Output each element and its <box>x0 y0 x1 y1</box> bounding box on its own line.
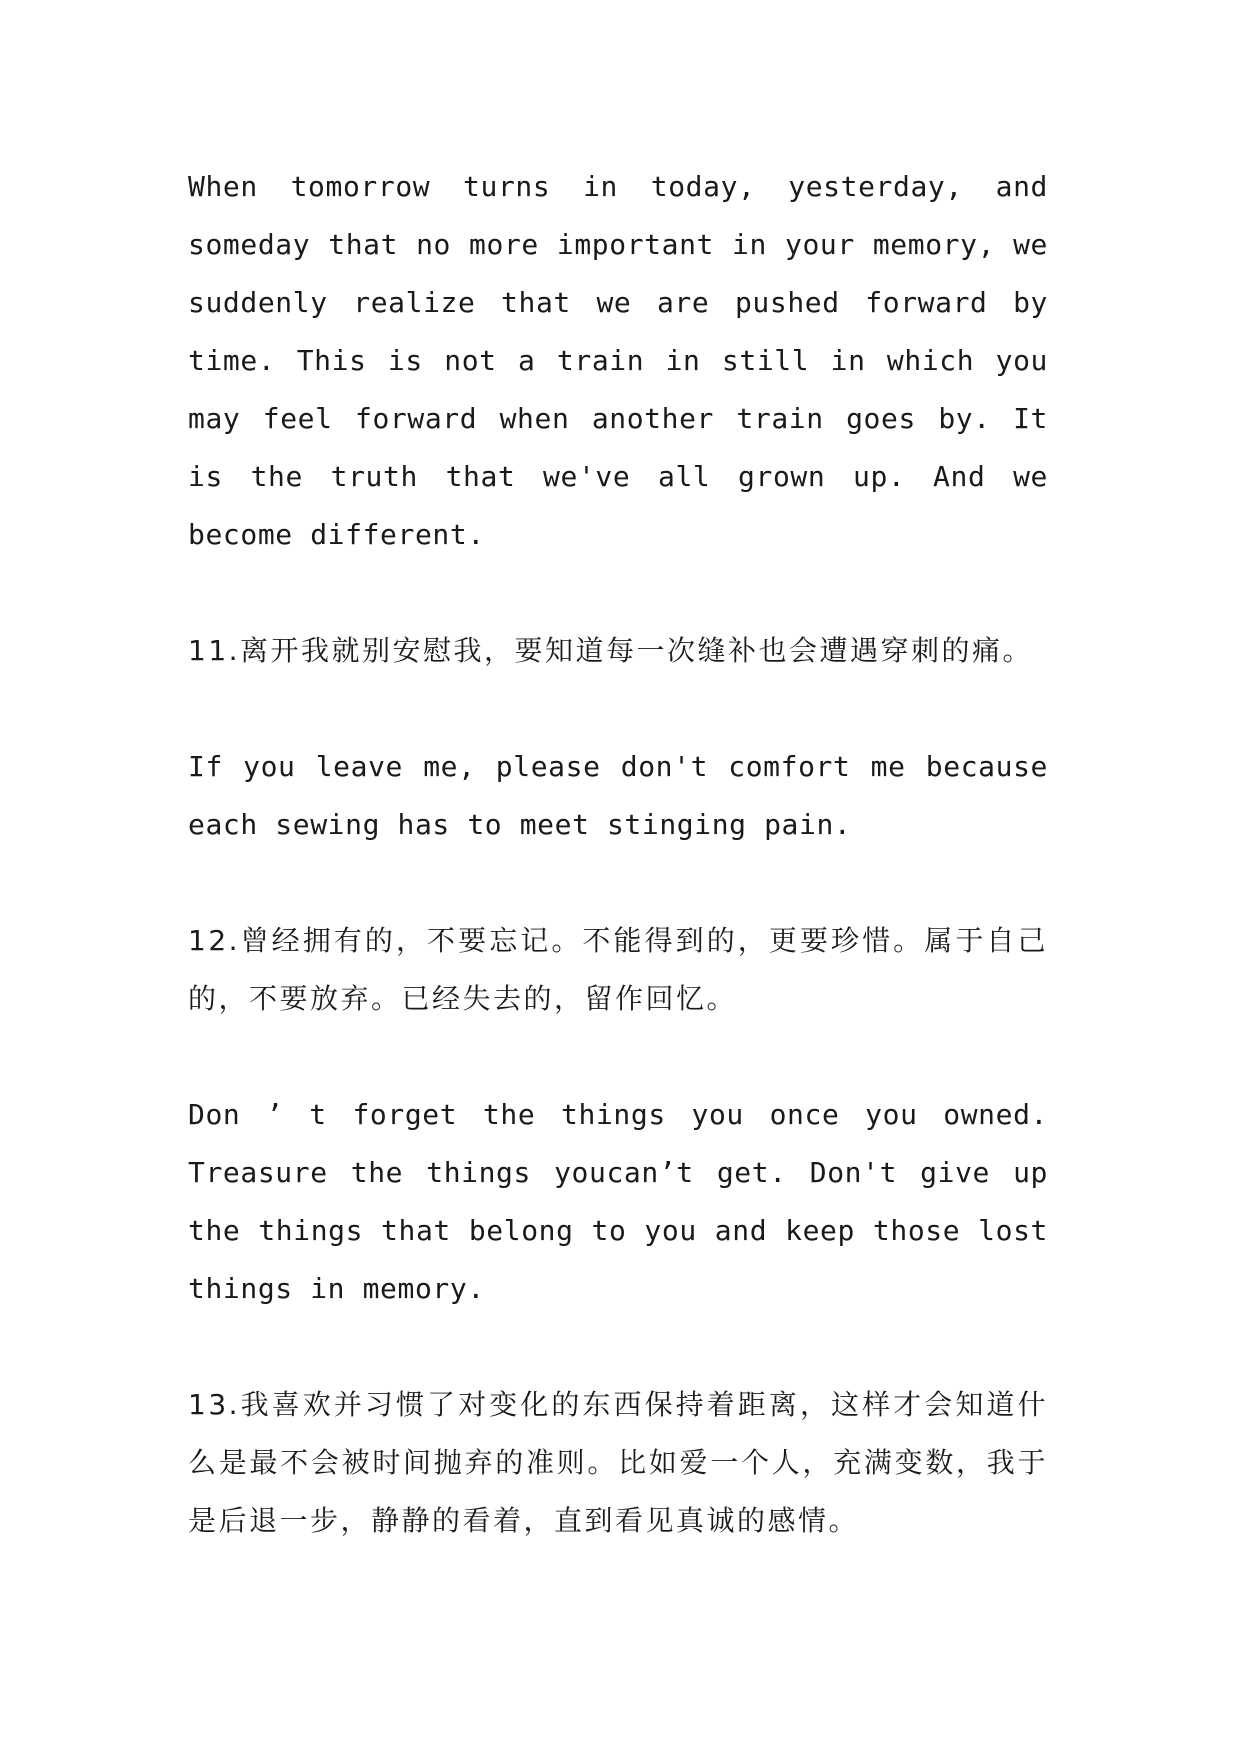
document-body <box>188 158 1048 1550</box>
paragraph-english-comfort: If you leave me, please don't comfort me because each sewing has to meet stinging pain. <box>188 750 1048 841</box>
paragraph-gap <box>188 854 1048 912</box>
paragraph-english-memory: Don ’ t forget the things you once you owned. Treasure the things youcan’t get. Don't give up the things that belong to you and keep those lost things in memory. <box>188 1098 1048 1305</box>
paragraph-quote-11: 11.离开我就别安慰我，要知道每一次缝补也会遭遇穿刺的痛。 <box>188 634 1034 667</box>
paragraph-quote-12: 12.曾经拥有的，不要忘记。不能得到的，更要珍惜。属于自己的，不要放弃。已经失去的，留作回忆。 <box>188 924 1048 1015</box>
paragraph-quote-13: 13.我喜欢并习惯了对变化的东西保持着距离，这样才会知道什么是最不会被时间抛弃的准则。比如爱一个人，充满变数，我于是后退一步，静静的看着，直到看见真诚的感情。 <box>188 1388 1048 1537</box>
paragraph-english-time: When tomorrow turns in today, yesterday, and someday that no more important in your memory, we suddenly realize that we are pushed forward by time. This is not a train in still in which you may feel forward when another train goes by. It is the truth that we've all grown up. And we become different. <box>188 170 1048 551</box>
paragraph-gap <box>188 1028 1048 1086</box>
paragraph-gap <box>188 1318 1048 1376</box>
paragraph-gap <box>188 564 1048 622</box>
paragraph-gap <box>188 680 1048 738</box>
